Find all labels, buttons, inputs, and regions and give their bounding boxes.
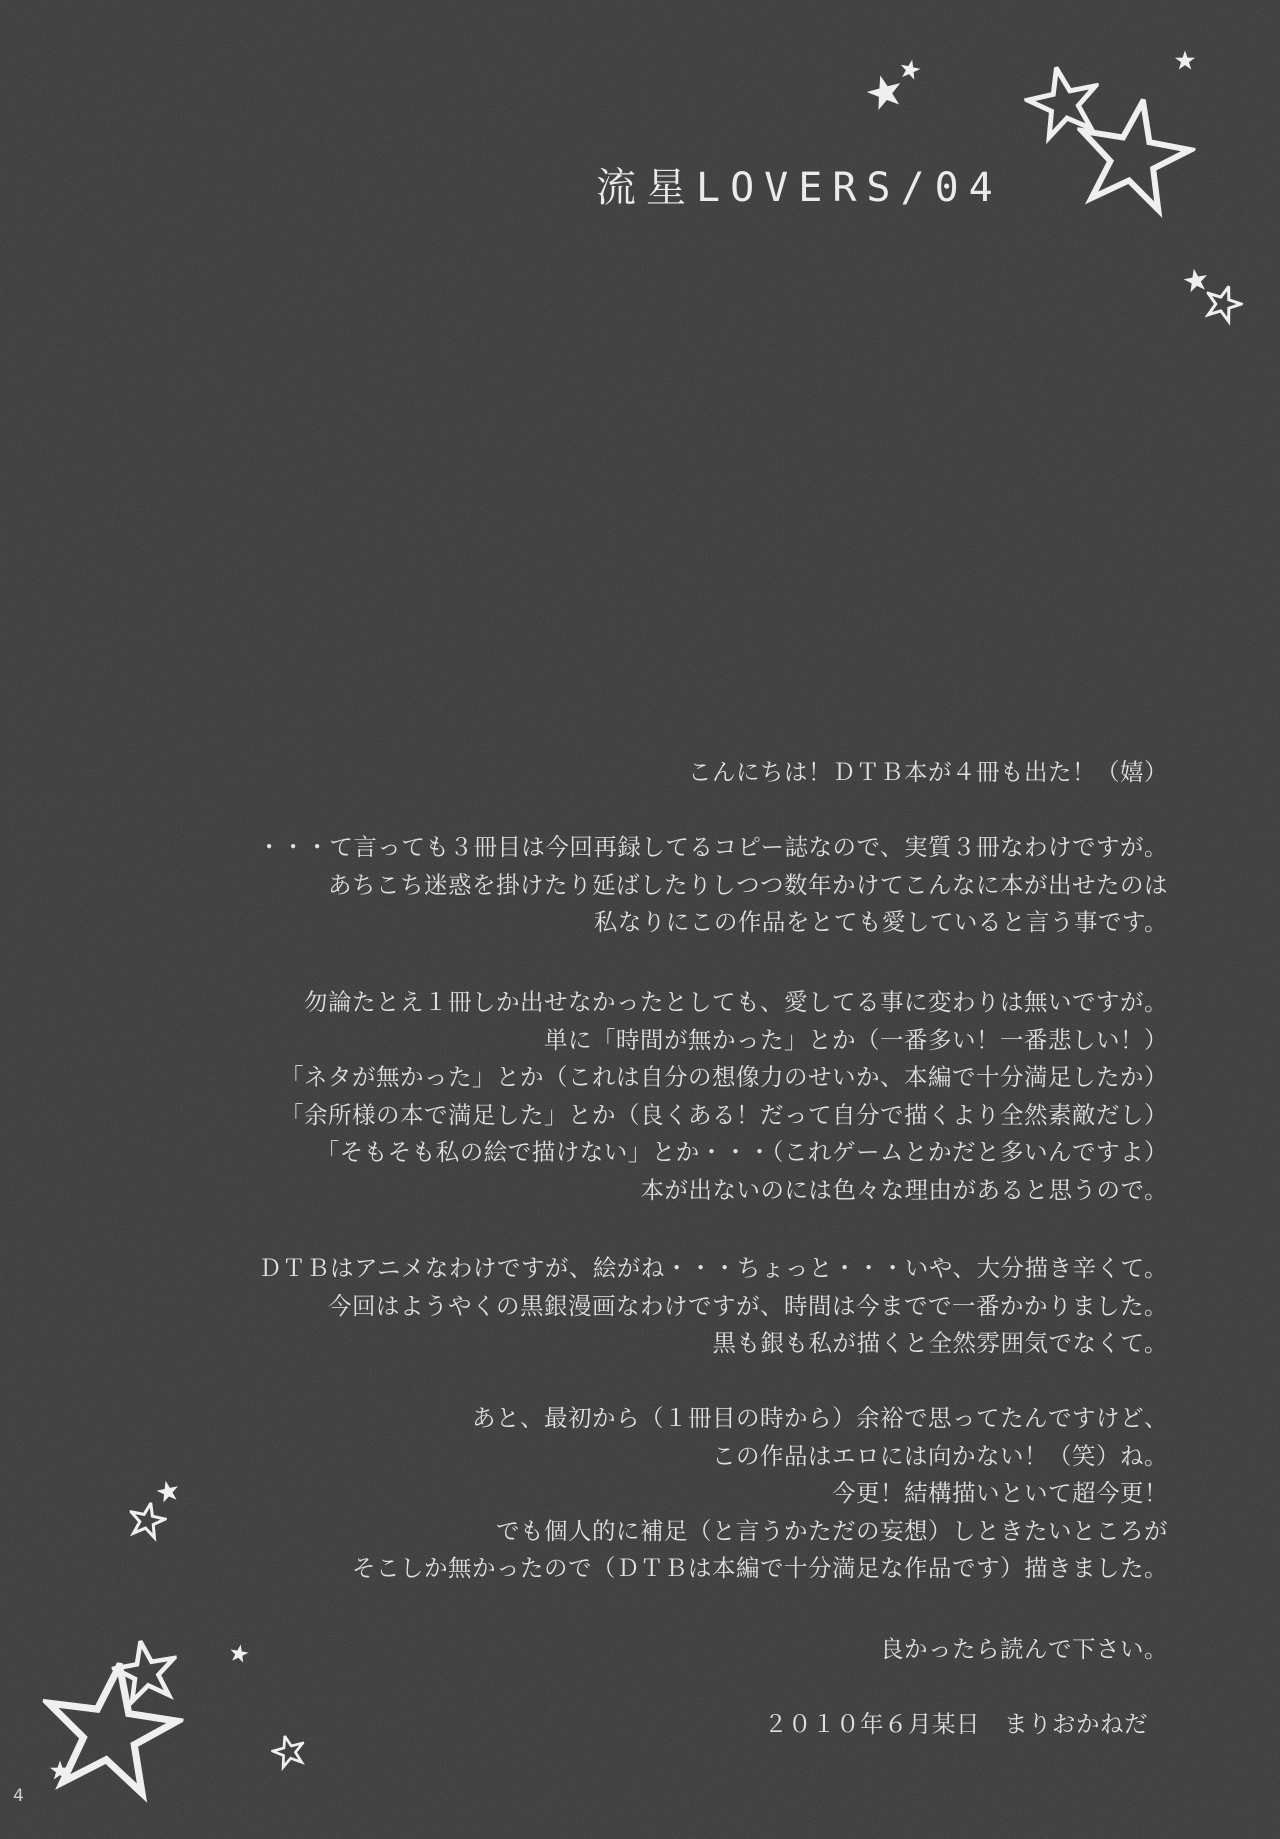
page-title: 流星LOVERS/04 <box>596 165 1003 211</box>
text-line: ・・・て言っても３冊目は今回再録してるコピー誌なので、実質３冊なわけですが。 <box>257 833 1168 861</box>
star-icon <box>49 1760 71 1782</box>
paragraph-2 <box>280 984 1168 1209</box>
star-outline-icon <box>124 1498 169 1543</box>
paragraph-3 <box>258 1250 1168 1363</box>
star-icon <box>897 57 923 83</box>
signature-line: ２０１０年６月某日 まりおかねだ <box>764 1710 1148 1738</box>
text-line: 黒も銀も私が描くと全然雰囲気でなくて。 <box>712 1329 1168 1357</box>
star-outline-icon <box>268 1731 310 1773</box>
text-line: 単に「時間が無かった」とか（一番多い！一番悲しい！） <box>544 1025 1168 1054</box>
star-icon <box>154 1478 182 1506</box>
page-number: 4 <box>13 1786 24 1806</box>
text-line: あと、最初から（１冊目の時から）余裕で思ってたんですけど、 <box>472 1404 1168 1432</box>
star-outline-icon <box>1063 88 1202 227</box>
greeting-line: こんにちは！ＤＴＢ本が４冊も出た！（嬉） <box>688 758 1168 786</box>
text-line: ＤＴＢはアニメなわけですが、絵がね・・・ちょっと・・・いや、大分描き辛くて。 <box>258 1254 1168 1282</box>
paragraph-1 <box>257 829 1168 942</box>
text-line: 「余所様の本で満足した」とか（良くある！だって自分で描くより全然素敵だし） <box>280 1100 1168 1129</box>
text-line: でも個人的に補足（と言うかただの妄想）しときたいところが <box>496 1516 1168 1545</box>
paragraph-4 <box>352 1400 1168 1588</box>
text-line: この作品はエロには向かない！（笑）ね。 <box>712 1441 1168 1470</box>
text-line: あちこち迷惑を掛けたり延ばしたりしつつ数年かけてこんなに本が出せたのは <box>328 870 1168 899</box>
text-line: 「そもそも私の絵で描けない」とか・・・（これゲームとかだと多いんですよ） <box>315 1138 1168 1166</box>
text-line: 私なりにこの作品をとても愛していると言う事です。 <box>593 908 1168 936</box>
text-line: 勿論たとえ１冊しか出せなかったとしても、愛してる事に変わりは無いですが。 <box>304 988 1168 1016</box>
text-line: 今回はようやくの黒銀漫画なわけですが、時間は今までで一番かかりました。 <box>328 1291 1168 1320</box>
closing-line: 良かったら読んで下さい。 <box>880 1635 1168 1663</box>
star-icon <box>227 1642 250 1665</box>
star-outline-icon <box>30 1653 190 1813</box>
star-icon <box>1174 50 1196 72</box>
text-line: 本が出ないのには色々な理由があると思うので。 <box>640 1175 1168 1204</box>
text-line: そこしか無かったので（ＤＴＢは本編で十分満足な作品です）描きました。 <box>352 1554 1168 1582</box>
text-line: 「ネタが無かった」とか（これは自分の想像力のせいか、本編で十分満足したか） <box>280 1063 1168 1091</box>
text-line: 今更！結構描いといて超今更！ <box>832 1479 1168 1507</box>
